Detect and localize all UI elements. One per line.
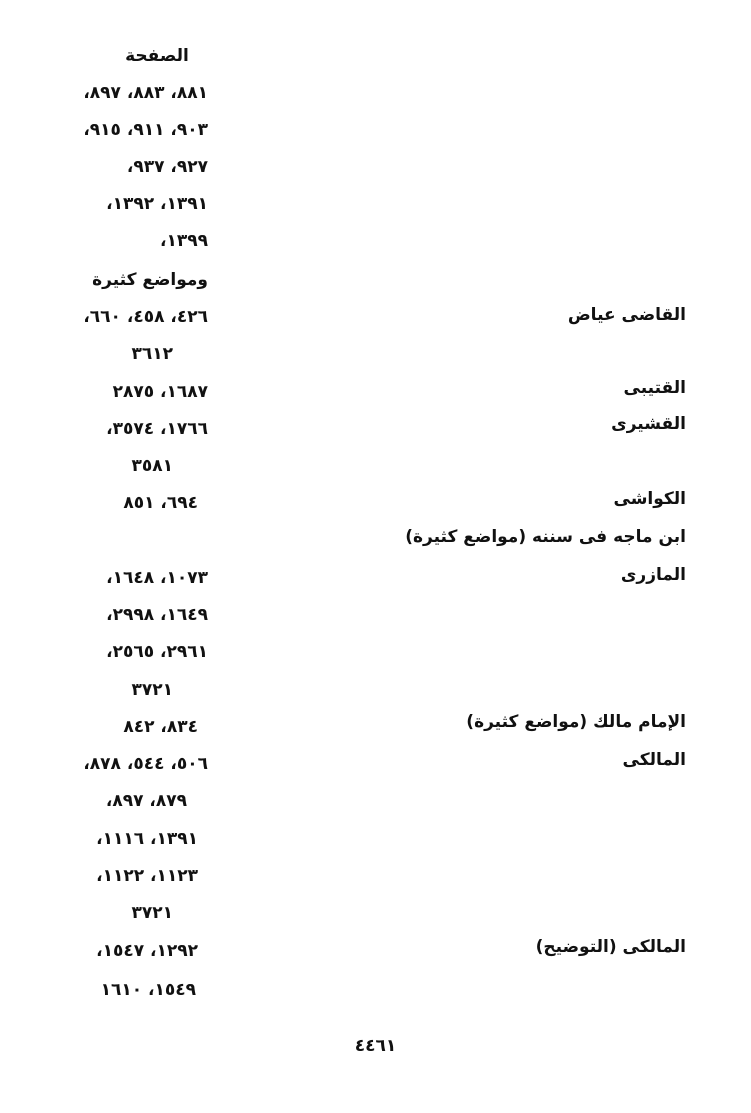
entry-name: المازرى <box>620 565 686 585</box>
entry-pages: ٣٧٢١ <box>131 680 173 700</box>
entry-name: ابن ماجه فى سننه (مواضع كثيرة) <box>405 527 686 547</box>
entry-pages: ١٦٨٧، ٢٨٧٥ <box>112 382 208 402</box>
entry-pages: ٨٨١، ٨٨٣، ٨٩٧، <box>83 83 208 103</box>
entry-name: الإمام مالك (مواضع كثيرة) <box>466 712 686 732</box>
entry-pages: ٨٣٤، ٨٤٢ <box>123 717 198 737</box>
entry-name: المالكى <box>622 750 686 770</box>
entry-name: القتيبى <box>623 378 686 398</box>
entry-pages: ١٧٦٦، ٣٥٧٤، <box>106 419 208 439</box>
entry-pages: ٣٧٢١ <box>131 903 173 923</box>
entry-pages: ١٣٩١، ١٣٩٢، <box>106 194 208 214</box>
entry-pages: ١٥٤٩، ١٦١٠ <box>100 980 196 1000</box>
page-column-header: الصفحة <box>125 46 189 66</box>
entry-pages: ١٢٩٢، ١٥٤٧، <box>96 941 198 961</box>
entry-pages: ومواضع كثيرة <box>92 270 208 290</box>
entry-pages: ٦٩٤، ٨٥١ <box>123 493 198 513</box>
entry-pages: ٢٩٦١، ٢٥٦٥، <box>106 642 208 662</box>
entry-name: القاضى عياض <box>567 305 686 325</box>
entry-pages: ١٠٧٣، ١٦٤٨، <box>106 568 208 588</box>
entry-pages: ٤٢٦، ٤٥٨، ٦٦٠، <box>83 307 208 327</box>
entry-pages: ١٣٩١، ١١١٦، <box>96 829 198 849</box>
entry-pages: ٩٠٣، ٩١١، ٩١٥، <box>83 120 208 140</box>
entry-pages: ٣٦١٢ <box>131 344 173 364</box>
entry-pages: ٣٥٨١ <box>131 456 173 476</box>
entry-pages: ٨٧٩، ٨٩٧، <box>105 791 187 811</box>
entry-pages: ١٣٩٩، <box>160 231 208 251</box>
entry-pages: ١١٢٣، ١١٢٢، <box>96 866 198 886</box>
entry-pages: ١٦٤٩، ٢٩٩٨، <box>106 605 208 625</box>
entry-name: الكواشى <box>613 489 686 509</box>
entry-name: المالكى (التوضيح) <box>535 937 686 957</box>
entry-pages: ٥٠٦، ٥٤٤، ٨٧٨، <box>83 754 208 774</box>
page-number: ٤٤٦١ <box>354 1036 397 1056</box>
entry-pages: ٩٢٧، ٩٣٧، <box>126 157 208 177</box>
entry-name: القشيرى <box>611 414 686 434</box>
